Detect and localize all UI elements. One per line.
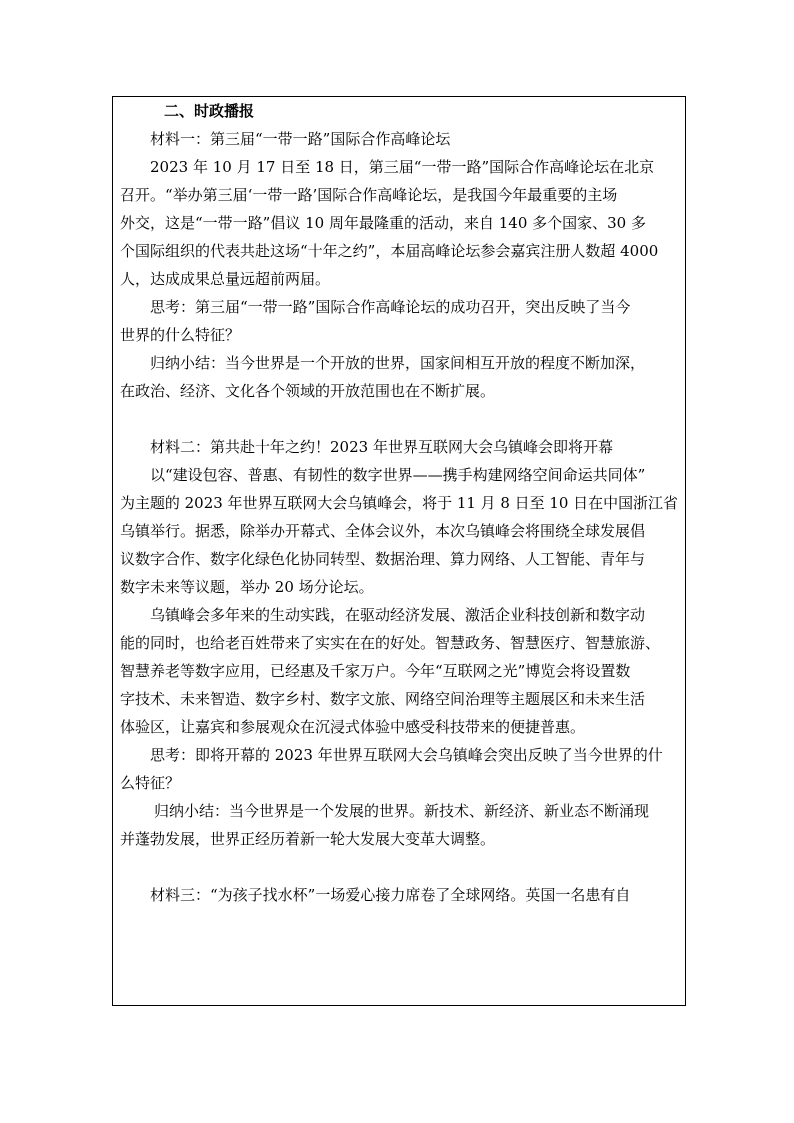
material2-question: 么特征？	[120, 774, 181, 792]
blank-line	[120, 853, 678, 881]
material2-para-line: 体验区，让嘉宾和参展观众在沉浸式体验中感受科技带来的便捷普惠。	[120, 718, 586, 736]
material2-para-line: 议数字合作、数字化绿色化协同转型、数据治理、算力网络、人工智能、青年与	[120, 550, 646, 568]
material1-body-line: 召开。“举办第三届‘一带一路’国际合作高峰论坛，是我国今年最重要的主场	[120, 186, 618, 204]
material2-title: 材料二：第共赴十年之约！2023 年世界互联网大会乌镇峰会即将开幕	[150, 438, 613, 456]
material2-para-line: 乌镇峰会多年来的生动实践，在驱动经济发展、激活企业科技创新和数字动	[150, 606, 646, 624]
material1-body-line: 人，达成成果总量远超前两届。	[120, 270, 331, 288]
material1-body-line: 2023 年 10 月 17 日至 18 日，第三届“一带一路”国际合作高峰论坛在北京	[150, 158, 655, 176]
material2-summary: 并蓬勃发展，世界正经历着新一轮大发展大变革大调整。	[120, 830, 496, 848]
material2-para-line: 数字未来等议题，举办 20 场分论坛。	[120, 578, 374, 596]
material2-para-line: 以“建设包容、普惠、有韧性的数字世界——携手构建网络空间命运共同体”	[150, 466, 646, 484]
material2-para-line: 能的同时，也给老百姓带来了实实在在的好处。智慧政务、智慧医疗、智慧旅游、	[120, 634, 661, 652]
material2-question: 思考：即将开幕的 2023 年世界互联网大会乌镇峰会突出反映了当今世界的什	[150, 746, 663, 764]
material1-summary: 在政治、经济、文化各个领域的开放范围也在不断扩展。	[120, 382, 496, 400]
blank-line	[120, 405, 678, 433]
material1-title: 材料一：第三届“一带一路”国际合作高峰论坛	[150, 130, 451, 148]
material2-para-line: 乌镇举行。据悉，除举办开幕式、全体会议外，本次乌镇峰会将围绕全球发展倡	[120, 522, 646, 540]
material2-summary: 归纳小结：当今世界是一个发展的世界。新技术、新经济、新业态不断涌现	[154, 802, 650, 820]
material1-question: 思考：第三届“一带一路”国际合作高峰论坛的成功召开，突出反映了当今	[150, 298, 631, 316]
material1-question: 世界的什么特征？	[120, 326, 241, 344]
material3-first-line: 材料三：“为孩子找水杯”一场爱心接力席卷了全球网络。英国一名患有自	[150, 886, 631, 904]
content-table-cell	[112, 96, 686, 1006]
material1-body-line: 个国际组织的代表共赴这场“十年之约”，本届高峰论坛参会嘉宾注册人数超 4000	[120, 242, 659, 260]
material2-para-line: 智慧养老等数字应用，已经惠及千家万户。今年“互联网之光”博览会将设置数	[120, 662, 631, 680]
material1-summary: 归纳小结：当今世界是一个开放的世界，国家间相互开放的程度不断加深，	[150, 354, 646, 372]
material1-body-line: 外交，这是“一带一路”倡议 10 周年最隆重的活动，来自 140 多个国家、30 多	[120, 214, 646, 232]
section-heading: 二、时政播报	[164, 102, 255, 120]
material2-para-line: 字技术、未来智造、数字乡村、数字文旅、网络空间治理等主题展区和未来生活	[120, 690, 646, 708]
material2-para-line: 为主题的 2023 年世界互联网大会乌镇峰会，将于 11 月 8 日至 10 日在中国浙江省	[120, 494, 678, 512]
